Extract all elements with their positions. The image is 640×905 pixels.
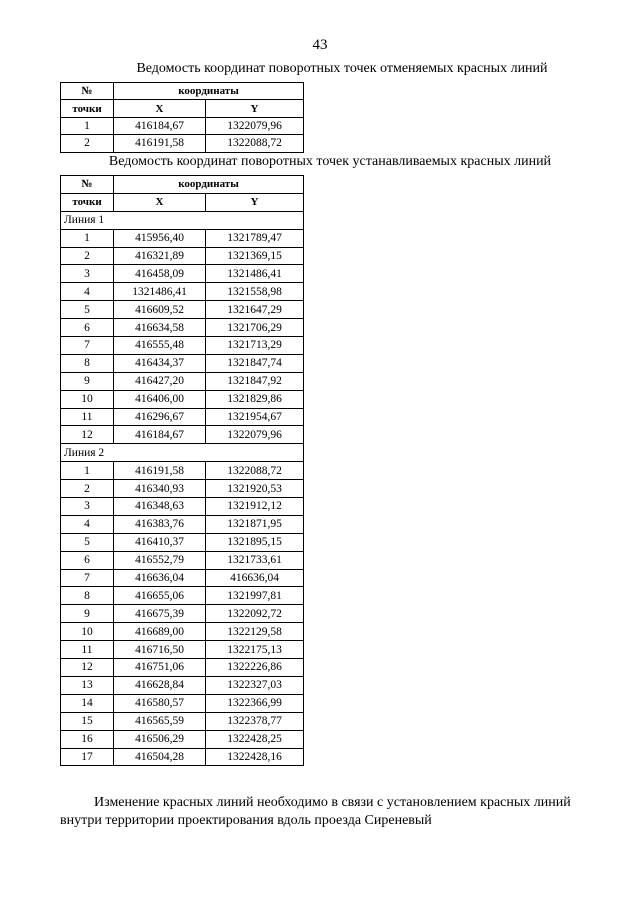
table-row	[61, 117, 304, 134]
y-coordinate-cell: 1321486,41	[206, 265, 304, 283]
table-row	[61, 605, 304, 623]
point-number-cell: 10	[61, 623, 114, 641]
x-coordinate-cell: 416410,37	[114, 533, 206, 551]
y-coordinate-cell: 416636,04	[206, 569, 304, 587]
point-number-cell: 1	[61, 117, 114, 134]
y-coordinate-cell: 1322378,77	[206, 712, 304, 730]
y-coordinate-cell: 1322327,03	[206, 676, 304, 694]
table-row	[61, 569, 304, 587]
point-number-cell: 4	[61, 515, 114, 533]
table-row	[61, 319, 304, 337]
y-coordinate-cell: 1322428,16	[206, 748, 304, 766]
x-coordinate-cell: 416434,37	[114, 354, 206, 372]
y-coordinate-cell: 1322366,99	[206, 694, 304, 712]
table-row	[61, 265, 304, 283]
table-row	[61, 390, 304, 408]
point-number-cell: 1	[61, 462, 114, 480]
point-number-cell: 7	[61, 569, 114, 587]
y-coordinate-cell: 1322092,72	[206, 605, 304, 623]
x-coordinate-cell: 416191,58	[114, 135, 206, 152]
y-coordinate-cell: 1321647,29	[206, 301, 304, 319]
table-row	[61, 551, 304, 569]
x-coordinate-cell: 416191,58	[114, 462, 206, 480]
established-lines-table	[60, 175, 304, 766]
table-row	[61, 694, 304, 712]
x-coordinate-cell: 416184,67	[114, 426, 206, 444]
y-coordinate-cell: 1321920,53	[206, 480, 304, 498]
point-number-cell: 8	[61, 587, 114, 605]
x-coordinate-cell: 416340,93	[114, 480, 206, 498]
table-row	[61, 135, 304, 152]
table-row	[61, 462, 304, 480]
y-coordinate-cell: 1321789,47	[206, 229, 304, 247]
table-row	[61, 498, 304, 516]
table-row	[61, 247, 304, 265]
x-coordinate-cell: 416504,28	[114, 748, 206, 766]
x-coordinate-cell: 416628,84	[114, 676, 206, 694]
y-coordinate-cell: 1321912,12	[206, 498, 304, 516]
header-point: точки	[61, 193, 114, 211]
y-coordinate-cell: 1322428,25	[206, 730, 304, 748]
x-coordinate-cell: 416675,39	[114, 605, 206, 623]
page-number: 43	[312, 37, 328, 53]
table-row	[61, 587, 304, 605]
y-coordinate-cell: 1321713,29	[206, 337, 304, 355]
x-coordinate-cell: 416321,89	[114, 247, 206, 265]
x-coordinate-cell: 416751,06	[114, 659, 206, 677]
point-number-cell: 2	[61, 247, 114, 265]
x-coordinate-cell: 416406,00	[114, 390, 206, 408]
point-number-cell: 1	[61, 229, 114, 247]
table-row	[61, 515, 304, 533]
x-coordinate-cell: 416555,48	[114, 337, 206, 355]
header-number-symbol: №	[61, 176, 114, 194]
y-coordinate-cell: 1321997,81	[206, 587, 304, 605]
point-number-cell: 14	[61, 694, 114, 712]
header-y: Y	[206, 193, 304, 211]
line-group-label: Линия 1	[61, 211, 304, 229]
y-coordinate-cell: 1321706,29	[206, 319, 304, 337]
point-number-cell: 13	[61, 676, 114, 694]
header-number-symbol: №	[61, 83, 114, 100]
line-group-label: Линия 2	[61, 444, 304, 462]
point-number-cell: 6	[61, 551, 114, 569]
point-number-cell: 10	[61, 390, 114, 408]
table-row	[61, 480, 304, 498]
table1-caption: Ведомость координат поворотных точек отменяемых красных линий	[136, 61, 548, 76]
cancelled-lines-table	[60, 82, 304, 153]
table-row	[61, 408, 304, 426]
header-x: X	[114, 193, 206, 211]
table-row	[61, 354, 304, 372]
table-row	[61, 533, 304, 551]
y-coordinate-cell: 1322226,86	[206, 659, 304, 677]
point-number-cell: 12	[61, 659, 114, 677]
x-coordinate-cell: 416506,29	[114, 730, 206, 748]
x-coordinate-cell: 416348,63	[114, 498, 206, 516]
header-coordinates: координаты	[114, 176, 304, 194]
x-coordinate-cell: 416458,09	[114, 265, 206, 283]
point-number-cell: 8	[61, 354, 114, 372]
header-y: Y	[206, 100, 304, 117]
y-coordinate-cell: 1321871,95	[206, 515, 304, 533]
point-number-cell: 12	[61, 426, 114, 444]
header-x: X	[114, 100, 206, 117]
point-number-cell: 11	[61, 641, 114, 659]
table1-body	[61, 117, 304, 152]
header-point: точки	[61, 100, 114, 117]
y-coordinate-cell: 1321847,92	[206, 372, 304, 390]
point-number-cell: 5	[61, 533, 114, 551]
header-coordinates: координаты	[114, 83, 304, 100]
point-number-cell: 11	[61, 408, 114, 426]
point-number-cell: 2	[61, 480, 114, 498]
footer-line-2: внутри территории проектирования вдоль проезда Сиреневый	[60, 813, 432, 828]
table-row	[61, 659, 304, 677]
x-coordinate-cell: 416296,67	[114, 408, 206, 426]
line-group-row	[61, 211, 304, 229]
x-coordinate-cell: 416634,58	[114, 319, 206, 337]
x-coordinate-cell: 1321486,41	[114, 283, 206, 301]
x-coordinate-cell: 416636,04	[114, 569, 206, 587]
table-row	[61, 730, 304, 748]
table-row	[61, 229, 304, 247]
point-number-cell: 5	[61, 301, 114, 319]
y-coordinate-cell: 1321895,15	[206, 533, 304, 551]
y-coordinate-cell: 1321558,98	[206, 283, 304, 301]
point-number-cell: 2	[61, 135, 114, 152]
x-coordinate-cell: 416552,79	[114, 551, 206, 569]
table-row	[61, 748, 304, 766]
x-coordinate-cell: 416716,50	[114, 641, 206, 659]
y-coordinate-cell: 1321369,15	[206, 247, 304, 265]
x-coordinate-cell: 416689,00	[114, 623, 206, 641]
footer-paragraph	[60, 794, 620, 830]
y-coordinate-cell: 1321847,74	[206, 354, 304, 372]
table2-body	[61, 211, 304, 766]
point-number-cell: 17	[61, 748, 114, 766]
point-number-cell: 3	[61, 265, 114, 283]
point-number-cell: 4	[61, 283, 114, 301]
x-coordinate-cell: 416655,06	[114, 587, 206, 605]
table-row	[61, 426, 304, 444]
point-number-cell: 7	[61, 337, 114, 355]
footer-line-1: Изменение красных линий необходимо в связи с установлением красных линий	[94, 795, 571, 810]
table-row	[61, 301, 304, 319]
y-coordinate-cell: 1321733,61	[206, 551, 304, 569]
x-coordinate-cell: 415956,40	[114, 229, 206, 247]
table-row	[61, 283, 304, 301]
point-number-cell: 3	[61, 498, 114, 516]
table-row	[61, 712, 304, 730]
x-coordinate-cell: 416609,52	[114, 301, 206, 319]
table-row	[61, 641, 304, 659]
x-coordinate-cell: 416184,67	[114, 117, 206, 134]
y-coordinate-cell: 1322175,13	[206, 641, 304, 659]
table-row	[61, 623, 304, 641]
y-coordinate-cell: 1321829,86	[206, 390, 304, 408]
table2-caption: Ведомость координат поворотных точек устанавливаемых красных линий	[108, 154, 552, 169]
y-coordinate-cell: 1322079,96	[206, 426, 304, 444]
table-row	[61, 676, 304, 694]
x-coordinate-cell: 416427,20	[114, 372, 206, 390]
x-coordinate-cell: 416580,57	[114, 694, 206, 712]
point-number-cell: 6	[61, 319, 114, 337]
point-number-cell: 15	[61, 712, 114, 730]
y-coordinate-cell: 1321954,67	[206, 408, 304, 426]
y-coordinate-cell: 1322088,72	[206, 135, 304, 152]
y-coordinate-cell: 1322079,96	[206, 117, 304, 134]
x-coordinate-cell: 416565,59	[114, 712, 206, 730]
point-number-cell: 9	[61, 372, 114, 390]
table-row	[61, 337, 304, 355]
line-group-row	[61, 444, 304, 462]
y-coordinate-cell: 1322088,72	[206, 462, 304, 480]
y-coordinate-cell: 1322129,58	[206, 623, 304, 641]
table-row	[61, 372, 304, 390]
point-number-cell: 9	[61, 605, 114, 623]
x-coordinate-cell: 416383,76	[114, 515, 206, 533]
point-number-cell: 16	[61, 730, 114, 748]
